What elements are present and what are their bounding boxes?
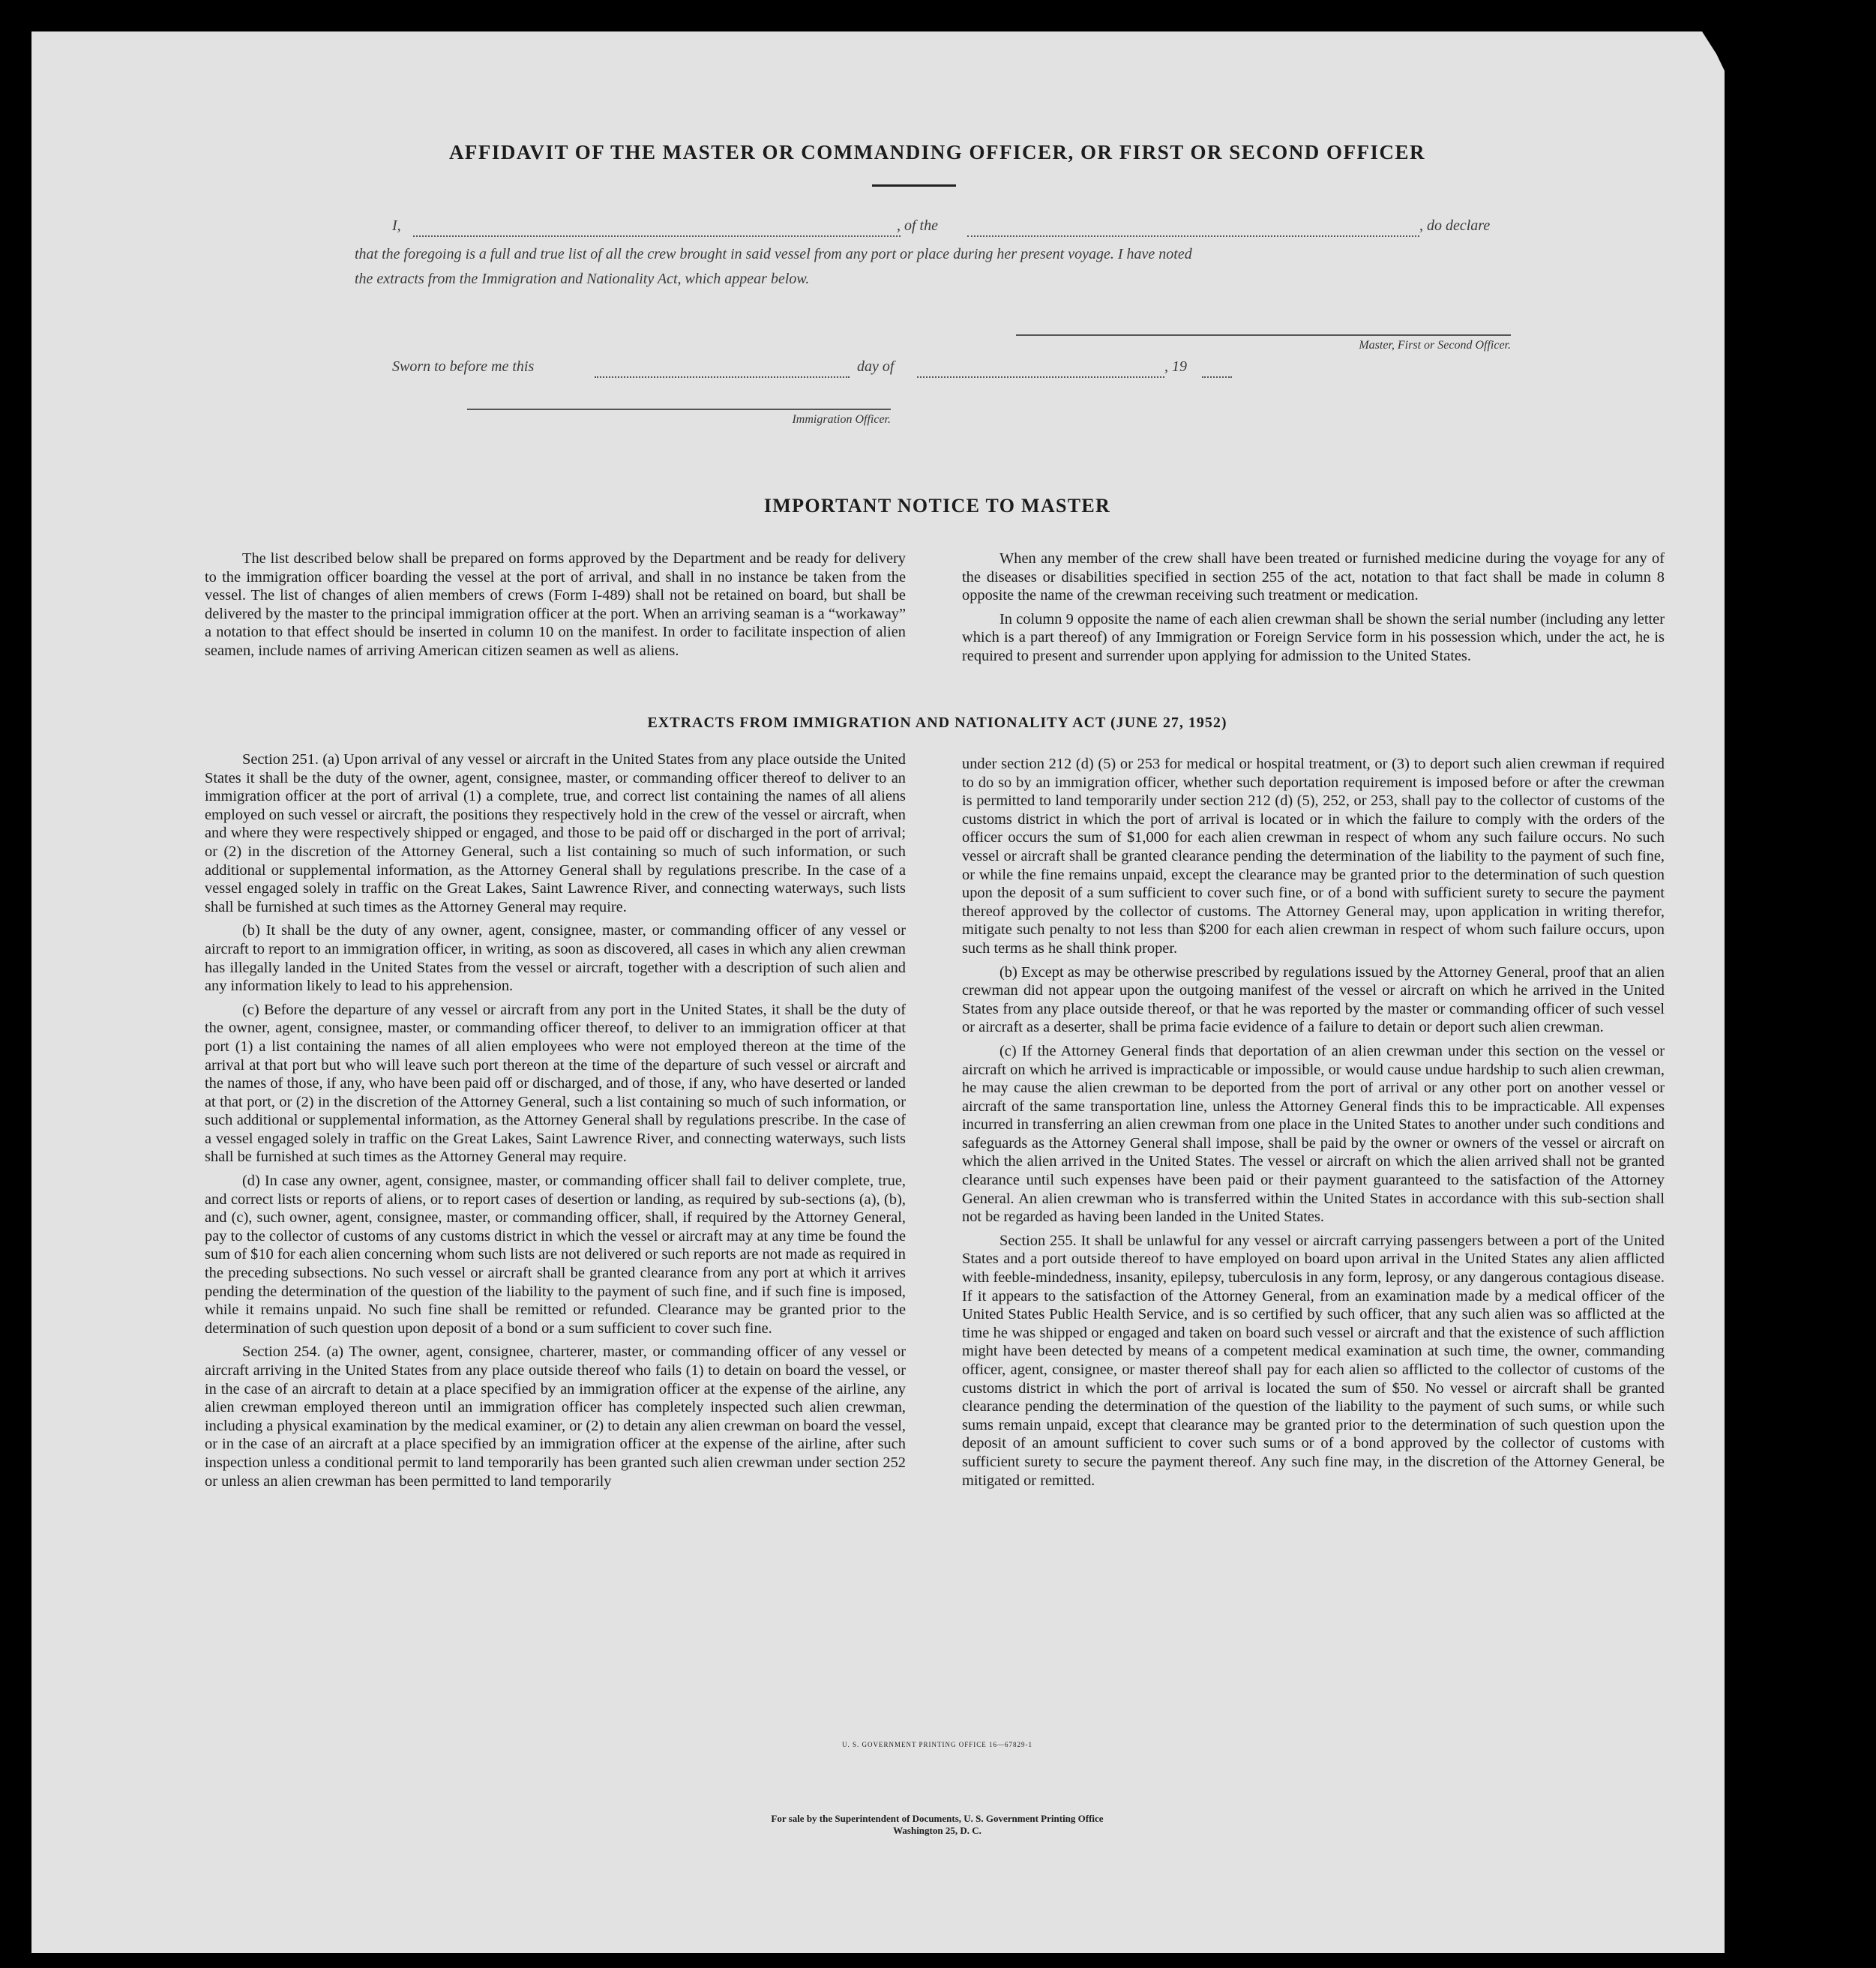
year-label: , 19 bbox=[1164, 358, 1187, 375]
sworn-label: Sworn to before me this bbox=[392, 358, 535, 375]
extracts-title: EXTRACTS FROM IMMIGRATION AND NATIONALITY ACT (JUNE 27, 1952) bbox=[647, 714, 1227, 731]
notice-right-column bbox=[962, 550, 1665, 671]
sale-line-2: Washington 25, D. C. bbox=[893, 1825, 981, 1836]
notice-paragraph: When any member of the crew shall have been treated or furnished medicine during the voyage for any of the diseases or disabilities specified in section 255 of the act, notation to that fact shall be made in column 8 opposite the name of the crewman receiving such treatment or medication. bbox=[962, 550, 1665, 604]
affidavit-title: AFFIDAVIT OF THE MASTER OR COMMANDING OFFICER, OR FIRST OR SECOND OFFICER bbox=[448, 141, 1426, 163]
do-declare-label: , do declare bbox=[1419, 217, 1491, 234]
immigration-officer-caption: Immigration Officer. bbox=[792, 413, 891, 426]
extract-paragraph: Section 255. It shall be unlawful for any vessel or aircraft carrying passengers between a port of the United States and a port outside thereof to have employed on board upon arrival in the United States any alien afflicted with feeble-mindedness, insanity, epilepsy, tuberculosis in any form, leprosy, or any dangerous contagious disease. If it appears to the satisfaction of the Attorney General, from an examination made by a medical officer of the United States Public Health Service, and is so certified by such officer, that any such alien was so afflicted at the time he was shipped or engaged and taken on board such vessel or aircraft and that the existence of such affliction might have been detected by means of a competent medical examination at such time, the owner, commanding officer, agent, consignee, or master thereof shall pay for each alien so afflicted to the collector of customs of the customs district in which the port of arrival is located the sum of $50. No vessel or aircraft shall be granted clearance pending the determination of the question of the liability to the payment of such sums, or while such sums remain unpaid, except that clearance may be granted prior to the determination of such question upon the deposit of an amount sufficient to cover such sums or of a bond approved by the collector of customs with sufficient surety to secure the payment thereof. Any such fine may, in the discretion of the Attorney General, be mitigated or remitted. bbox=[962, 1232, 1665, 1489]
extract-paragraph: Section 251. (a) Upon arrival of any vessel or aircraft in the United States from any place outside the United States it shall be the duty of the owner, agent, consignee, master, or commanding officer thereof to deliver to an immigration officer at the port of arrival (1) a complete, true, and correct list containing the names of all aliens employed on such vessel or aircraft, the positions they respectively hold in the crew of the vessel or aircraft, when and where they were respectively shipped or engaged, and those to be paid off or discharged in the port of arrival; or (2) in the discretion of the Attorney General, such a list containing so much of such information, or such additional or supplemental information, as the Attorney General shall by regulations prescribe. In the case of a vessel engaged solely in traffic on the Great Lakes, Saint Lawrence River, and connecting waterways, such lists shall be furnished at such times as the Attorney General may require. bbox=[205, 751, 906, 915]
notice-title: IMPORTANT NOTICE TO MASTER bbox=[763, 495, 1111, 517]
extracts-right-column bbox=[962, 755, 1665, 1495]
sale-line-1: For sale by the Superintendent of Documents, U. S. Government Printing Office bbox=[771, 1813, 1104, 1824]
vessel-blank[interactable] bbox=[967, 225, 1419, 237]
notice-paragraph: In column 9 opposite the name of each alien crewman shall be shown the serial number (including any letter which is a part thereof) of any Immigration or Foreign Service form in his possession which, under the act, he is required to present and surrender upon applying for admission to the United States. bbox=[962, 610, 1665, 664]
sale-notice bbox=[0, 1813, 1875, 1837]
extracts-left-column bbox=[205, 750, 906, 1496]
master-signature-line[interactable] bbox=[1016, 333, 1511, 336]
extract-paragraph: under section 212 (d) (5) or 253 for medical or hospital treatment, or (3) to deport such alien crewman if required to do so by an immigration officer, whether such deportation requirement is imposed before or after the crewman is permitted to land temporarily under section 212 (d) (5), 252, or 253, shall pay to the collector of customs of the customs district in which the port of arrival is located or in which the failure to comply with the orders of the officer occurs the sum of $1,000 for each alien crewman in respect of whom any such failure occurs. No such vessel or aircraft shall be granted clearance pending the determination of the liability to the payment of such fine, or while the fine remains unpaid, except the clearance may be granted prior to the determination of such question upon the deposit of a sum sufficient to cover such fine, or of a bond with sufficient surety to secure the payment thereof approved by the collector of customs. The Attorney General may, upon application in writing therefor, mitigate such penalty to not less than $200 for each alien crewman in respect of whom such failure occurs, upon such terms as he shall think proper. bbox=[962, 756, 1665, 957]
extract-paragraph: (d) In case any owner, agent, consignee, master, or commanding officer shall fail to deliver complete, true, and correct lists or reports of aliens, or to report cases of desertion or landing, as required by sub-sections (a), (b), and (c), such owner, agent, consignee, master, or commanding officer, shall, if required by the Attorney General, pay to the collector of customs of any customs district in which the vessel or aircraft may at any time be found the sum of $10 for each alien concerning whom such lists are not delivered or such reports are not made as required in the preceding subsections. No such vessel or aircraft shall be granted clearance from any port at which it arrives pending the determination of the question of the liability to the payment of such fine, and if such fine is imposed, while it remains unpaid. No such fine shall be remitted or refunded. Clearance may be granted prior to the determination of such question upon deposit of a bond or a sum sufficient to cover such fine. bbox=[205, 1173, 906, 1337]
sworn-month-blank[interactable] bbox=[917, 366, 1164, 378]
binder-hole bbox=[1765, 1670, 1798, 1703]
affidavit-statement-line1: that the foregoing is a full and true list of all the crew brought in said vessel from any port or place during her present voyage. I have noted bbox=[355, 246, 1192, 262]
notice-left-column bbox=[205, 550, 906, 666]
name-blank[interactable] bbox=[413, 225, 901, 237]
day-of-label: day of bbox=[857, 358, 895, 375]
binder-hole bbox=[1765, 621, 1798, 654]
extract-paragraph: (c) Before the departure of any vessel or aircraft from any port in the United States, it shall be the duty of the owner, agent, consignee, master, or commanding officer thereof, to deliver to an immigration officer at that port (1) a list containing the names of all alien employees who were not employed thereon at the time of the arrival at that port but who will leave such port thereon at the time of the departure of such vessel or aircraft and the names of those, if any, who have been paid off or discharged, and of those, if any, who have deserted or landed at that port, or (2) in the discretion of the Attorney General, such a list containing so much of such information, or such additional or supplemental information, as the Attorney General shall by regulations prescribe. In the case of a vessel engaged solely in traffic on the Great Lakes, Saint Lawrence River, and connecting waterways, such lists shall be furnished at such times as the Attorney General may require. bbox=[205, 1001, 906, 1166]
i-label: I, bbox=[392, 217, 401, 234]
binder-hole bbox=[1765, 227, 1798, 260]
extract-paragraph: (c) If the Attorney General finds that deportation of an alien crewman under this section on the vessel or aircraft on which he arrived is impracticable or impossible, or would cause undue hardship to such alien crewman, he may cause the alien crewman to be deported from the port of arrival or any other port on another vessel or aircraft of the same transportation line, unless the Attorney General finds this to be impracticable. All expenses incurred in transferring an alien crewman from one place in the United States to another under such conditions and safeguards as the Attorney General shall impose, shall be paid by the owner or owners of the vessel or aircraft on which the alien arrived in the United States. The vessel or aircraft on which the alien arrived shall not be granted clearance until such expenses have been paid or their payment guaranteed to the satisfaction of the Attorney General. An alien crewman who is transferred within the United States in accordance with this sub-section shall not be regarded as having been landed in the United States. bbox=[962, 1042, 1665, 1226]
of-the-label: , of the bbox=[897, 217, 938, 234]
print-code: U. S. GOVERNMENT PRINTING OFFICE 16—67829-1 bbox=[841, 1741, 1033, 1748]
master-caption: Master, First or Second Officer. bbox=[1359, 339, 1511, 352]
extract-paragraph: (b) Except as may be otherwise prescribed by regulations issued by the Attorney General, proof that an alien crewman did not appear upon the outgoing manifest of the vessel or aircraft on which he arrived in the United States from any place outside thereof, or that he was reported by the master or commanding officer of such vessel or aircraft as a deserter, shall be prima facie evidence of a failure to detain or deport such alien crewman. bbox=[962, 963, 1665, 1036]
title-divider bbox=[872, 184, 956, 187]
extract-paragraph: (b) It shall be the duty of any owner, agent, consignee, master, or commanding officer of any vessel or aircraft to report to an immigration officer, in writing, as soon as discovered, all cases in which any alien crewman has illegally landed in the United States from the vessel or aircraft, together with a description of such alien and any information likely to lead to his apprehension. bbox=[205, 922, 906, 995]
binder-hole bbox=[1765, 1282, 1798, 1315]
sworn-day-blank[interactable] bbox=[595, 366, 850, 378]
notice-paragraph: The list described below shall be prepared on forms approved by the Department and be ready for delivery to the immigration officer boarding the vessel at the port of arrival, and shall in no instance be taken from the vessel. The list of changes of alien members of crews (Form I-489) shall not be retained on board, but shall be delivered by the master to the principal immigration officer at the port. When an arriving seaman is a “workaway” a notation to that effect should be inserted in column 10 on the manifest. In order to facilitate inspection of alien seamen, include names of arriving American citizen seamen as well as aliens. bbox=[205, 550, 906, 659]
affidavit-statement-line2: the extracts from the Immigration and Nationality Act, which appear below. bbox=[355, 271, 810, 287]
binder-hole bbox=[1765, 1769, 1798, 1802]
immigration-officer-signature-line[interactable] bbox=[467, 407, 891, 410]
binder-hole bbox=[1765, 325, 1798, 358]
sworn-year-blank[interactable] bbox=[1202, 366, 1232, 378]
extract-paragraph: Section 254. (a) The owner, agent, consignee, charterer, master, or commanding officer of any vessel or aircraft arriving in the United States from any place outside thereof who fails (1) to detain on board the vessel, or in the case of an aircraft to detain at a place specified by an immigration officer at the expense of the airline, any alien crewman employed thereon until an immigration officer has completely inspected such alien crewman, including a physical examination by the medical examiner, or (2) to detain any alien crewman on board the vessel, or in the case of an aircraft at a place specified by an immigration officer at the expense of the airline, after such inspection unless a conditional permit to land temporarily has been granted such alien crewman under section 252 or unless an alien crewman has been permitted to land temporarily bbox=[205, 1343, 906, 1490]
